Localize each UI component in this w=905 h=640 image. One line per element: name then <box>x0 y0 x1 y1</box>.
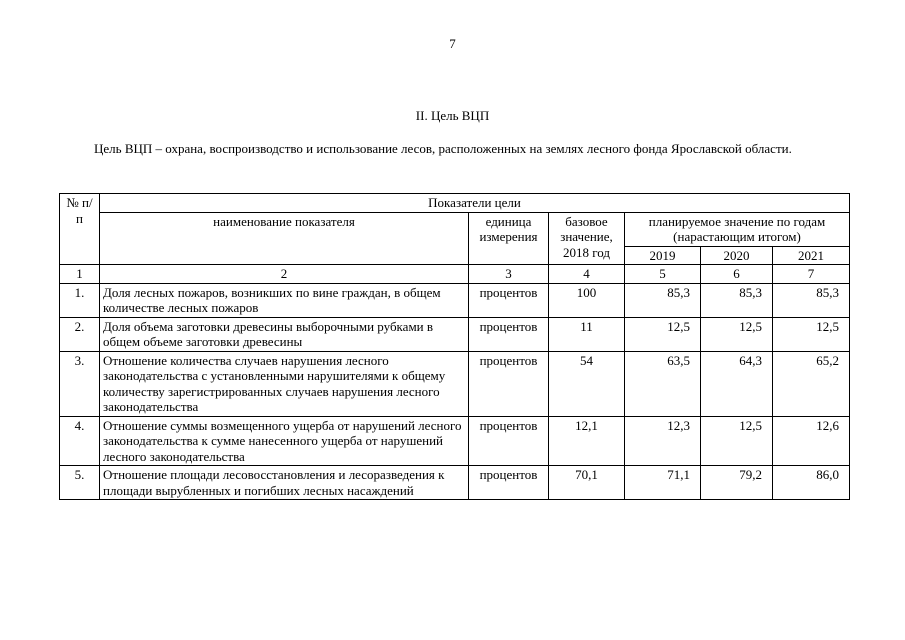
row-base: 54 <box>549 351 625 416</box>
row-unit: процентов <box>469 351 549 416</box>
header-year-2021: 2021 <box>773 246 850 265</box>
header-group: Показатели цели <box>100 194 850 213</box>
column-number-row <box>60 265 850 284</box>
row-num: 3. <box>60 351 100 416</box>
column-number: 4 <box>549 265 625 284</box>
column-number: 2 <box>100 265 469 284</box>
row-base: 12,1 <box>549 416 625 466</box>
row-value-2021: 12,5 <box>773 317 850 351</box>
header-num: № п/п <box>60 194 100 265</box>
row-value-2020: 12,5 <box>701 317 773 351</box>
row-num: 4. <box>60 416 100 466</box>
row-name: Доля объема заготовки древесины выборочными рубками в общем объеме заготовки древесины <box>100 317 469 351</box>
table-row <box>60 283 850 317</box>
row-base: 11 <box>549 317 625 351</box>
row-value-2019: 63,5 <box>625 351 701 416</box>
row-value-2019: 12,3 <box>625 416 701 466</box>
row-num: 2. <box>60 317 100 351</box>
table-row <box>60 416 850 466</box>
row-num: 5. <box>60 466 100 500</box>
row-unit: процентов <box>469 283 549 317</box>
table-row <box>60 466 850 500</box>
row-value-2020: 12,5 <box>701 416 773 466</box>
row-value-2019: 12,5 <box>625 317 701 351</box>
column-number: 5 <box>625 265 701 284</box>
page-number: 7 <box>449 36 456 51</box>
row-value-2021: 12,6 <box>773 416 850 466</box>
row-name: Отношение суммы возмещенного ущерба от нарушений лесного законодательства к сумме нанесенного ущерба от нарушений лесного законодательства <box>100 416 469 466</box>
row-num: 1. <box>60 283 100 317</box>
row-unit: процентов <box>469 416 549 466</box>
row-base: 100 <box>549 283 625 317</box>
goals-table <box>59 193 850 500</box>
row-value-2020: 85,3 <box>701 283 773 317</box>
header-unit: единица измерения <box>469 212 549 265</box>
row-name: Доля лесных пожаров, возникших по вине граждан, в общем количестве лесных пожаров <box>100 283 469 317</box>
header-base: базовое значение, 2018 год <box>549 212 625 265</box>
column-number: 6 <box>701 265 773 284</box>
row-value-2019: 71,1 <box>625 466 701 500</box>
row-name: Отношение площади лесовосстановления и лесоразведения к площади вырубленных и погибших лесных насаждений <box>100 466 469 500</box>
header-name: наименование показателя <box>100 212 469 265</box>
row-value-2020: 64,3 <box>701 351 773 416</box>
header-year-2020: 2020 <box>701 246 773 265</box>
header-planned: планируемое значение по годам (нарастающим итогом) <box>625 212 850 246</box>
row-value-2021: 65,2 <box>773 351 850 416</box>
row-value-2021: 85,3 <box>773 283 850 317</box>
section-title: II. Цель ВЦП <box>415 108 490 123</box>
table-row <box>60 317 850 351</box>
row-base: 70,1 <box>549 466 625 500</box>
row-value-2020: 79,2 <box>701 466 773 500</box>
row-value-2019: 85,3 <box>625 283 701 317</box>
table-row <box>60 351 850 416</box>
column-number: 7 <box>773 265 850 284</box>
row-value-2021: 86,0 <box>773 466 850 500</box>
intro-paragraph: Цель ВЦП – охрана, воспроизводство и использование лесов, расположенных на землях лесного фонда Ярославской области. <box>94 141 792 156</box>
row-unit: процентов <box>469 466 549 500</box>
row-unit: процентов <box>469 317 549 351</box>
column-number: 3 <box>469 265 549 284</box>
header-year-2019: 2019 <box>625 246 701 265</box>
column-number: 1 <box>60 265 100 284</box>
row-name: Отношение количества случаев нарушения лесного законодательства с установленными нарушителями к общему количеству зарегистрированных случаев нарушения лесного законодательства <box>100 351 469 416</box>
